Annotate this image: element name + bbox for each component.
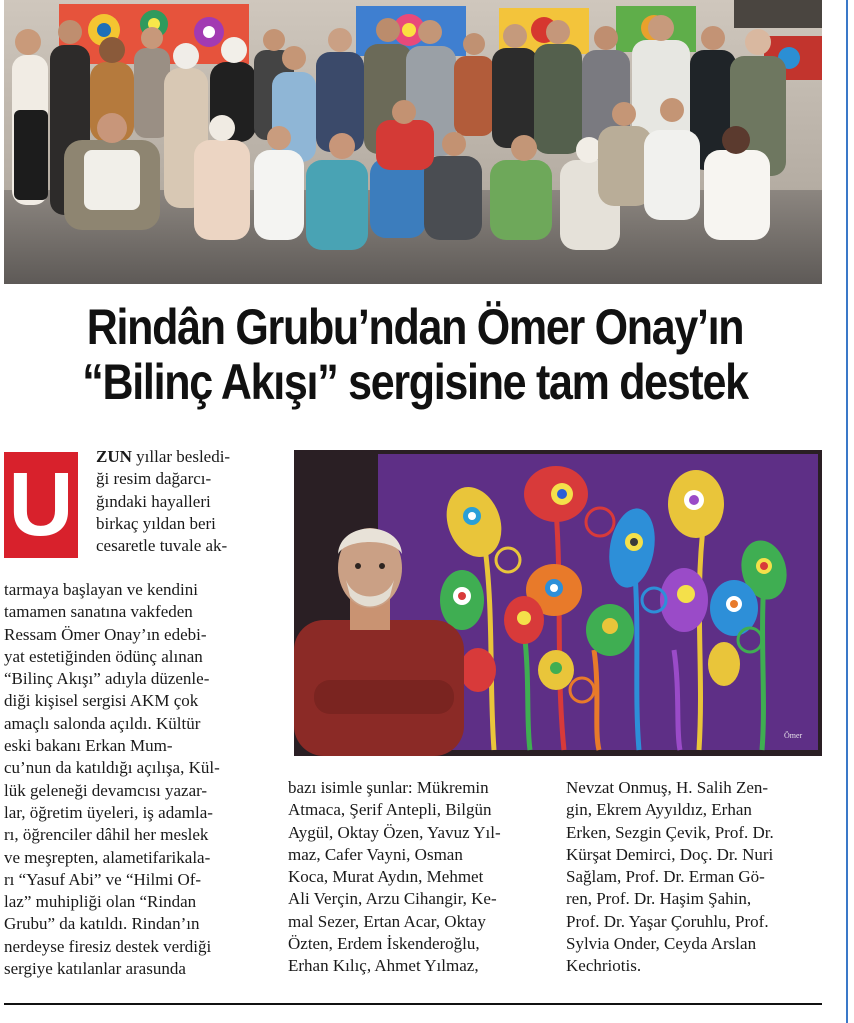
lead-word: ZUN: [96, 447, 132, 466]
text-line: rı “Yasuf Abi” ve “Hilmi Of-: [4, 869, 202, 889]
text-line: bazı isimle şunlar: Mükremin: [288, 778, 489, 797]
article-headline: [58, 300, 772, 410]
text-line: gin, Ekrem Ayyıldız, Erhan: [566, 800, 752, 820]
text-line: lar, öğretim üyeleri, iş adamla-: [4, 802, 213, 822]
text-line: birkaç yıldan beri: [96, 513, 216, 533]
text-line: Ali Verçin, Arzu Cihangir, Ke-: [288, 889, 497, 909]
text-line: laz” muhipliği olan “Rindan: [4, 892, 197, 912]
text-line: Erken, Sezgin Çevik, Prof. Dr.: [566, 822, 774, 842]
text-line: amaçlı salonda açıldı. Kültür: [4, 713, 201, 733]
text-line: Erhan Kılıç, Ahmet Yılmaz,: [288, 956, 479, 976]
text-line: “Bilinç Akışı” adıyla düzenle-: [4, 669, 210, 689]
text-line: Sağlam, Prof. Dr. Erman Gö-: [566, 867, 765, 887]
text-line: diği kişisel sergisi AKM çok: [4, 691, 199, 711]
text-line: [96, 446, 266, 468]
page-edge-rule: [846, 0, 848, 1023]
text-line: mal Sezer, Ertan Acar, Oktay: [288, 911, 486, 931]
text-line: Prof. Dr. Yaşar Çoruhlu, Prof.: [566, 911, 769, 931]
text-line: maz, Cafer Vayni, Osman: [288, 844, 463, 864]
group-photo: [4, 0, 822, 284]
text-line: eski bakanı Erkan Mum-: [4, 736, 173, 756]
text-line: Koca, Murat Aydın, Mehmet: [288, 867, 484, 887]
column-1-body: [4, 579, 266, 980]
text-line: cesaretle tuvale ak-: [96, 536, 228, 556]
bottom-divider: [4, 1003, 822, 1005]
artist-painting-photo: [294, 450, 822, 756]
text-line: ve meşrepten, alametifarikala-: [4, 847, 211, 867]
text-line: nerdeyse firesiz destek verdiği: [4, 936, 212, 956]
text-line: Atmaca, Şerif Antepli, Bilgün: [288, 800, 492, 820]
text-line: lük geleneği devamcısı yazar-: [4, 780, 208, 800]
column-1-lead: [96, 446, 266, 557]
text-line: Nevzat Onmuş, H. Salih Zen-: [566, 778, 769, 797]
text-line: ğındaki hayalleri: [96, 491, 211, 511]
text-line: sergiye katılanlar arasunda: [4, 959, 186, 979]
text-line: Kürşat Demirci, Doç. Dr. Nuri: [566, 844, 774, 864]
text-line: tarmaya başlayan ve kendini: [4, 580, 199, 599]
text-line: cu’nun da katıldığı açılışa, Kül-: [4, 758, 220, 778]
headline-line-1: Rindân Grubu’ndan Ömer Onay’ın: [86, 299, 744, 355]
text-line-rest: yıllar besledi-: [131, 447, 231, 466]
text-line: Sylvia Onder, Ceyda Arslan: [566, 934, 757, 954]
text-line: Ressam Ömer Onay’ın edebi-: [4, 624, 207, 644]
column-3-body: [566, 777, 822, 978]
text-line: Özten, Erdem İskenderoğlu,: [288, 934, 480, 954]
text-line: rı, öğrenciler dâhil her meslek: [4, 825, 209, 845]
text-line: Grubu” da katıldı. Rindan’ın: [4, 914, 200, 934]
text-line: ği resim dağarcı-: [96, 469, 212, 489]
text-line: ren, Prof. Dr. Haşim Şahin,: [566, 889, 752, 909]
text-line: Aygül, Oktay Özen, Yavuz Yıl-: [288, 822, 501, 842]
text-line: Kechriotis.: [566, 956, 642, 976]
headline-line-2: “Bilinç Akışı” sergisine tam destek: [82, 354, 748, 410]
text-line: yat estetiğinden ödünç alınan: [4, 646, 203, 666]
column-2-body: [288, 777, 540, 978]
text-line: tamamen sanatına vakfeden: [4, 602, 193, 622]
svg-text:Ömer: Ömer: [784, 731, 803, 740]
drop-cap: U: [4, 452, 78, 558]
